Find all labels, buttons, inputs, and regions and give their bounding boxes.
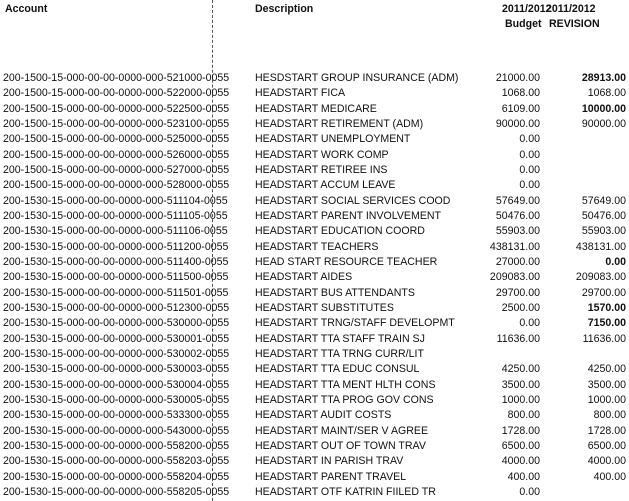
budget-cell: 55903.00: [495, 225, 540, 238]
revision-cell: 55903.00: [581, 225, 626, 238]
budget-cell: 90000.00: [495, 117, 540, 130]
budget-cell: 0.00: [519, 133, 540, 146]
account-cell: 200-1530-15-000-00-00-0000-000-511105-0055: [3, 209, 228, 222]
revision-cell: 1570.00: [587, 301, 626, 314]
table-row: [0, 240, 629, 255]
account-cell: 200-1530-15-000-00-00-0000-000-511106-0055: [3, 225, 228, 238]
budget-cell: 209083.00: [489, 271, 540, 284]
budget-cell: 400.00: [507, 470, 540, 483]
description-cell: HEADSTART PARENT INVOLVEMENT: [255, 209, 442, 222]
description-cell: HEADSTART SUBSTITUTES: [255, 301, 394, 314]
budget-cell: 6109.00: [501, 102, 540, 115]
account-cell: 200-1530-15-000-00-00-0000-000-511501-0055: [3, 286, 229, 299]
description-cell: HEADSTART FICA: [255, 87, 346, 100]
table-row: [0, 178, 629, 193]
budget-cell: 50476.00: [495, 209, 540, 222]
revision-cell: 90000.00: [581, 117, 626, 130]
description-cell: HEADSTART TTA PROG GOV CONS: [255, 393, 434, 406]
table-row: [0, 117, 629, 132]
account-cell: 200-1500-15-000-00-00-0000-000-522500-0055: [3, 102, 230, 115]
description-cell: HEAD START RESOURCE TEACHER: [255, 255, 438, 268]
account-cell: 200-1530-15-000-00-00-0000-000-530004-0055: [3, 378, 230, 391]
account-cell: 200-1530-15-000-00-00-0000-000-530001-0055: [3, 332, 230, 345]
account-cell: 200-1530-15-000-00-00-0000-000-530005-0055: [3, 393, 230, 406]
revision-cell: 29700.00: [581, 286, 626, 299]
table-row: [0, 209, 629, 224]
description-cell: HEADSTART RETIREMENT (ADM): [255, 117, 424, 130]
table-row: [0, 270, 629, 285]
table-row: [0, 286, 629, 301]
revision-cell: 3500.00: [587, 378, 626, 391]
revision-cell: 7150.00: [587, 317, 626, 330]
revision-cell: 50476.00: [581, 209, 626, 222]
table-row: [0, 148, 629, 163]
description-cell: HEADSTART ACCUM LEAVE: [255, 179, 396, 192]
account-cell: 200-1530-15-000-00-00-0000-000-530003-0055: [3, 363, 230, 376]
description-cell: HEADSTART TEACHERS: [255, 240, 379, 253]
budget-cell: 0.00: [519, 179, 540, 192]
table-row: [0, 485, 629, 500]
budget-cell: 4000.00: [501, 455, 540, 468]
revision-cell: 4250.00: [587, 363, 626, 376]
description-cell: HEADSTART OTF KATRIN FIILED TR: [255, 485, 436, 498]
budget-cell: 0.00: [519, 148, 540, 161]
revision-cell: 6500.00: [587, 439, 626, 452]
table-row: [0, 163, 629, 178]
description-header: Description: [255, 3, 314, 15]
description-cell: HEADSTART OUT OF TOWN TRAV: [255, 439, 426, 452]
budget-cell: 800.00: [507, 409, 540, 422]
budget-year-header: 2011/2012: [502, 3, 552, 15]
description-cell: HEADSTART AUDIT COSTS: [255, 409, 392, 422]
description-cell: HESDSTART GROUP INSURANCE (ADM): [255, 72, 459, 84]
revision-cell: 1000.00: [587, 393, 626, 406]
budget-cell: 6500.00: [501, 439, 540, 452]
budget-cell: 438131.00: [489, 240, 540, 253]
table-row: [0, 86, 629, 101]
budget-cell: 57649.00: [495, 194, 540, 207]
description-cell: HEADSTART PARENT TRAVEL: [255, 470, 407, 483]
revision-cell: 438131.00: [575, 240, 626, 253]
description-cell: HEADSTART RETIREE INS: [255, 163, 388, 176]
budget-cell: 21000.00: [495, 72, 540, 84]
account-cell: 200-1500-15-000-00-00-0000-000-527000-0055: [3, 163, 230, 176]
revision-cell: 4000.00: [587, 455, 626, 468]
account-cell: 200-1530-15-000-00-00-0000-000-558205-0055: [3, 485, 230, 498]
account-cell: 200-1500-15-000-00-00-0000-000-521000-0055: [3, 72, 230, 84]
table-row: [0, 332, 629, 347]
budget-cell: 27000.00: [495, 255, 540, 268]
table-row: [0, 224, 629, 239]
account-cell: 200-1500-15-000-00-00-0000-000-522000-0055: [3, 87, 230, 100]
account-cell: 200-1530-15-000-00-00-0000-000-533300-0055: [3, 409, 230, 422]
description-cell: HEADSTART EDUCATION COORD: [255, 225, 425, 238]
budget-cell: 1728.00: [501, 424, 540, 437]
revision-cell: 11636.00: [582, 332, 626, 345]
budget-cell: 0.00: [519, 163, 540, 176]
table-row: [0, 301, 629, 316]
table-row: [0, 408, 629, 423]
revision-cell: 10000.00: [581, 102, 626, 115]
table-row: [0, 393, 629, 408]
account-cell: 200-1530-15-000-00-00-0000-000-511104-0055: [3, 194, 228, 207]
table-row: [0, 347, 629, 362]
budget-cell: 11636.00: [496, 332, 540, 345]
table-row: [0, 71, 629, 86]
description-cell: HEADSTART MAINT/SER V AGREE: [255, 424, 429, 437]
account-cell: 200-1530-15-000-00-00-0000-000-512300-0055: [3, 301, 230, 314]
account-cell: 200-1530-15-000-00-00-0000-000-558200-0055: [3, 439, 230, 452]
budget-cell: 1000.00: [501, 393, 540, 406]
account-cell: 200-1500-15-000-00-00-0000-000-523100-0055: [3, 117, 230, 130]
revision-cell: 1068.00: [587, 87, 626, 100]
revision-cell: 0.00: [605, 255, 626, 268]
account-cell: 200-1530-15-000-00-00-0000-000-511500-0055: [3, 271, 229, 284]
account-cell: 200-1530-15-000-00-00-0000-000-558204-0055: [3, 470, 230, 483]
description-cell: HEADSTART TTA STAFF TRAIN SJ: [255, 332, 425, 345]
revision-cell: 1728.00: [587, 424, 626, 437]
budget-cell: 29700.00: [495, 286, 540, 299]
account-cell: 200-1530-15-000-00-00-0000-000-530002-0055: [3, 347, 230, 360]
description-cell: HEADSTART TTA TRNG CURR/LIT: [255, 347, 424, 360]
account-cell: 200-1500-15-000-00-00-0000-000-526000-0055: [3, 148, 230, 161]
description-cell: HEADSTART BUS ATTENDANTS: [255, 286, 415, 299]
table-row: [0, 102, 629, 117]
description-cell: HEADSTART SOCIAL SERVICES COOD: [255, 194, 451, 207]
budget-cell: 1068.00: [501, 87, 540, 100]
revision-cell: 57649.00: [581, 194, 626, 207]
description-cell: HEADSTART IN PARISH TRAV: [255, 455, 404, 468]
table-row: [0, 362, 629, 377]
description-cell: HEADSTART MEDICARE: [255, 102, 377, 115]
account-cell: 200-1530-15-000-00-00-0000-000-511400-0055: [3, 255, 229, 268]
account-cell: 200-1530-15-000-00-00-0000-000-558203-0055: [3, 455, 230, 468]
account-cell: 200-1530-15-000-00-00-0000-000-530000-0055: [3, 317, 230, 330]
budget-cell: 0.00: [519, 485, 540, 498]
table-row: [0, 439, 629, 454]
account-header: Account: [5, 3, 48, 15]
description-cell: HEADSTART TTA MENT HLTH CONS: [255, 378, 436, 391]
table-row: [0, 454, 629, 469]
revision-year-header: 2011/2012: [546, 3, 596, 15]
budget-cell: 0.00: [519, 317, 540, 330]
budget-cell: 4250.00: [501, 363, 540, 376]
description-cell: HEADSTART TRNG/STAFF DEVELOPMT: [255, 317, 455, 330]
table-row: [0, 424, 629, 439]
account-cell: 200-1530-15-000-00-00-0000-000-511200-0055: [3, 240, 229, 253]
revision-cell: 209083.00: [575, 271, 626, 284]
account-cell: 200-1500-15-000-00-00-0000-000-528000-0055: [3, 179, 230, 192]
revision-cell: 400.00: [593, 470, 626, 483]
table-row: [0, 255, 629, 270]
description-cell: HEADSTART AIDES: [255, 271, 353, 284]
revision-cell: 28913.00: [581, 72, 626, 84]
table-row: [0, 378, 629, 393]
revision-header: REVISION: [549, 18, 600, 30]
description-cell: HEADSTART WORK COMP: [255, 148, 389, 161]
table-row: [0, 132, 629, 147]
budget-cell: 3500.00: [501, 378, 540, 391]
account-cell: 200-1500-15-000-00-00-0000-000-525000-0055: [3, 133, 230, 146]
revision-cell: 800.00: [593, 409, 626, 422]
account-cell: 200-1530-15-000-00-00-0000-000-543000-0055: [3, 424, 230, 437]
budget-cell: 2500.00: [501, 301, 540, 314]
description-cell: HEADSTART UNEMPLOYMENT: [255, 133, 411, 146]
table-row: [0, 316, 629, 331]
budget-table: [0, 71, 629, 500]
table-row: [0, 470, 629, 485]
description-cell: HEADSTART TTA EDUC CONSUL: [255, 363, 420, 376]
table-row: [0, 194, 629, 209]
budget-header: Budget: [505, 18, 542, 30]
